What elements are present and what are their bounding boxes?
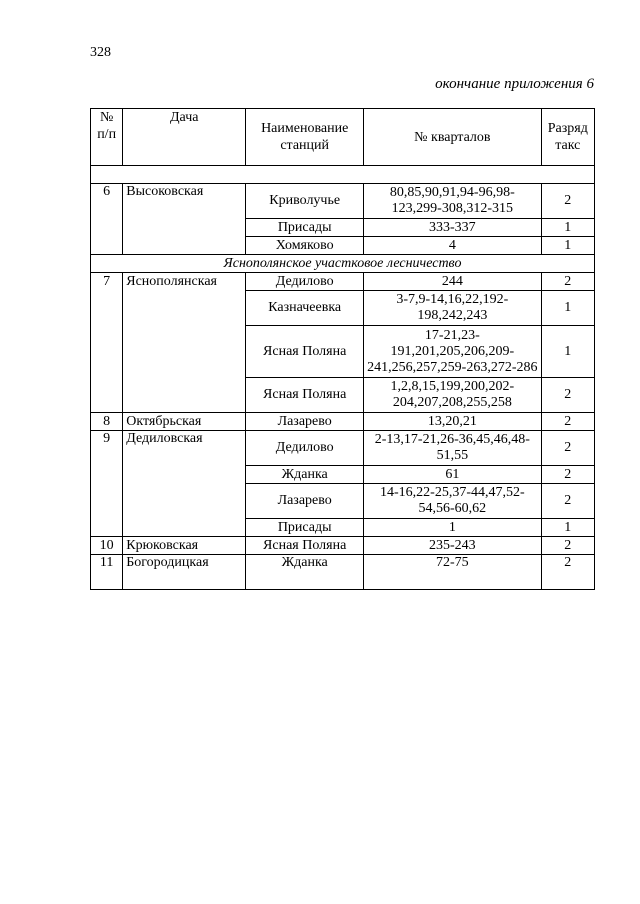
station-cell: Присады	[246, 219, 364, 237]
quarters-cell: 61	[364, 466, 541, 484]
station-cell: Присады	[246, 519, 364, 537]
dacha-name: Яснополянская	[123, 273, 246, 413]
rank-cell: 2	[541, 466, 594, 484]
quarters-cell: 1,2,8,15,199,200,202-204,207,208,255,258	[364, 378, 541, 413]
quarters-cell: 17-21,23-191,201,205,206,209-241,256,257,259-263,272-286	[364, 326, 541, 378]
station-cell: Жданка	[246, 466, 364, 484]
rank-cell: 1	[541, 291, 594, 326]
row-number: 6	[91, 184, 123, 255]
dacha-name: Дедиловская	[123, 431, 246, 537]
station-cell: Дедилово	[246, 431, 364, 466]
rank-cell: 2	[541, 431, 594, 466]
table-row	[91, 184, 595, 219]
rank-cell: 2	[541, 273, 594, 291]
rank-cell: 2	[541, 378, 594, 413]
rank-cell: 2	[541, 413, 594, 431]
rank-cell: 1	[541, 219, 594, 237]
empty-row	[91, 166, 595, 184]
section-title: Яснополянское участковое лесничество	[91, 255, 595, 273]
rank-cell: 1	[541, 519, 594, 537]
station-cell: Жданка	[246, 555, 364, 590]
rank-cell: 1	[541, 326, 594, 378]
section-row	[91, 255, 595, 273]
quarters-cell: 80,85,90,91,94-96,98-123,299-308,312-315	[364, 184, 541, 219]
table-row	[91, 555, 595, 590]
rank-cell: 2	[541, 184, 594, 219]
station-cell: Дедилово	[246, 273, 364, 291]
quarters-cell: 72-75	[364, 555, 541, 590]
table-row	[91, 431, 595, 466]
rank-cell: 2	[541, 484, 594, 519]
dacha-name: Крюковская	[123, 537, 246, 555]
station-cell: Лазарево	[246, 484, 364, 519]
quarters-cell: 235-243	[364, 537, 541, 555]
table-row	[91, 413, 595, 431]
dacha-name: Богородицкая	[123, 555, 246, 590]
row-number: 10	[91, 537, 123, 555]
quarters-cell: 2-13,17-21,26-36,45,46,48-51,55	[364, 431, 541, 466]
row-number: 11	[91, 555, 123, 590]
header-rank: Разряд такс	[541, 109, 594, 166]
station-cell: Криволучье	[246, 184, 364, 219]
page-number: 328	[90, 45, 111, 60]
allocation-table	[90, 108, 595, 590]
dacha-name: Октябрьская	[123, 413, 246, 431]
quarters-cell: 333-337	[364, 219, 541, 237]
station-cell: Казначеевка	[246, 291, 364, 326]
row-number: 9	[91, 431, 123, 537]
station-cell: Ясная Поляна	[246, 537, 364, 555]
quarters-cell: 1	[364, 519, 541, 537]
rank-cell: 1	[541, 237, 594, 255]
rank-cell: 2	[541, 555, 594, 590]
table-header-row	[91, 109, 595, 166]
row-number: 8	[91, 413, 123, 431]
header-dacha: Дача	[123, 109, 246, 166]
quarters-cell: 14-16,22-25,37-44,47,52-54,56-60,62	[364, 484, 541, 519]
header-number: № п/п	[91, 109, 123, 166]
station-cell: Ясная Поляна	[246, 378, 364, 413]
header-quarters: № кварталов	[364, 109, 541, 166]
station-cell: Лазарево	[246, 413, 364, 431]
quarters-cell: 3-7,9-14,16,22,192-198,242,243	[364, 291, 541, 326]
quarters-cell: 13,20,21	[364, 413, 541, 431]
station-cell: Хомяково	[246, 237, 364, 255]
station-cell: Ясная Поляна	[246, 326, 364, 378]
empty-cell	[91, 166, 595, 184]
table-row	[91, 273, 595, 291]
rank-cell: 2	[541, 537, 594, 555]
quarters-cell: 4	[364, 237, 541, 255]
header-station: Наименование станций	[246, 109, 364, 166]
appendix-caption: окончание приложения 6	[435, 76, 594, 92]
table-row	[91, 537, 595, 555]
quarters-cell: 244	[364, 273, 541, 291]
dacha-name: Высоковская	[123, 184, 246, 255]
row-number: 7	[91, 273, 123, 413]
